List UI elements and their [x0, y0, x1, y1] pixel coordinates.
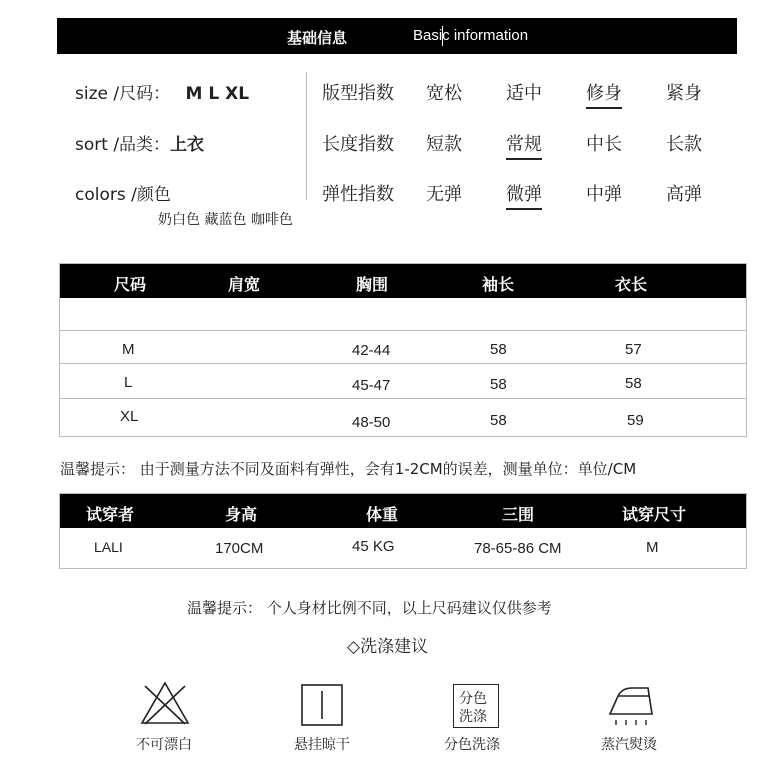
size-label: size /尺码：: [75, 84, 171, 104]
no-bleach-icon: [139, 680, 191, 726]
fit-option: 宽松: [426, 83, 462, 104]
fit-row-label: 弹性指数: [322, 184, 394, 205]
fit-option-selected: 常规: [506, 130, 542, 160]
icon-text: 分色: [459, 691, 487, 707]
fit-row-label: 版型指数: [322, 83, 394, 104]
fit-option: 适中: [506, 83, 542, 104]
cell-size: M: [122, 341, 135, 358]
fit-option: 短款: [426, 134, 462, 155]
cell-tried-size: M: [646, 539, 659, 556]
cell-chest: 48-50: [352, 414, 391, 431]
fit-option: 无弹: [426, 184, 462, 205]
colors-value: 奶白色 藏蓝色 咖啡色: [158, 212, 293, 228]
table-row: [60, 363, 746, 399]
sort-info: [75, 130, 204, 155]
cell-length: 58: [625, 375, 642, 392]
size-info: [75, 79, 249, 104]
section-header: [57, 18, 737, 54]
size-table-header: [60, 264, 746, 298]
fit-option: 高弹: [666, 184, 702, 205]
col-shoulder: 肩宽: [228, 275, 261, 294]
model-row: [60, 529, 746, 567]
separate-wash-icon: [453, 684, 499, 728]
cell-size: XL: [120, 408, 139, 425]
col-height: 身高: [225, 505, 258, 524]
sort-value: 上衣: [170, 135, 205, 155]
colors-label: colors /颜色: [75, 185, 171, 205]
fit-option: 中长: [586, 134, 622, 155]
wash-title: ◇洗涤建议: [347, 637, 429, 657]
model-table-header: [60, 494, 746, 528]
header-title-en: Basic information: [413, 27, 529, 44]
icon-text: 洗涤: [459, 709, 487, 725]
size-table: [59, 263, 747, 437]
col-weight: 体重: [366, 505, 399, 524]
table-row: [60, 398, 746, 436]
fit-option-selected: 微弹: [506, 180, 542, 210]
cell-size: L: [124, 374, 133, 391]
col-sleeve: 袖长: [482, 275, 515, 294]
cell-sleeve: 58: [490, 341, 507, 358]
fit-option-selected: 修身: [586, 79, 622, 109]
fit-option: 紧身: [666, 83, 702, 104]
body-note: 温馨提示： 个人身材比例不同，以上尺码建议仅供参考: [187, 599, 552, 617]
fit-option: 长款: [666, 134, 702, 155]
care-label: 分色洗涤: [444, 737, 500, 753]
col-length: 衣长: [615, 275, 648, 294]
size-value: M L XL: [185, 84, 250, 104]
col-model: 试穿者: [86, 505, 135, 524]
fit-row-label: 长度指数: [322, 134, 394, 155]
sort-label: sort /品类：: [75, 135, 171, 155]
cell-height: 170CM: [215, 540, 264, 557]
model-table: [59, 493, 747, 569]
header-title-cn: 基础信息: [287, 29, 348, 47]
fit-option: 中弹: [586, 184, 622, 205]
col-chest: 胸围: [356, 275, 389, 294]
table-row: [60, 330, 746, 363]
cell-sleeve: 58: [490, 412, 507, 429]
cell-length: 59: [627, 412, 644, 429]
col-size: 尺码: [114, 275, 147, 294]
col-measurements: 三围: [502, 505, 535, 524]
care-label: 蒸汽熨烫: [601, 737, 657, 753]
measurement-note: 温馨提示： 由于测量方法不同及面料有弹性，会有1-2CM的误差，测量单位：单位/CM: [60, 460, 637, 478]
hang-dry-icon: [300, 683, 344, 727]
cell-chest: 42-44: [352, 342, 391, 359]
care-label: 不可漂白: [136, 737, 192, 753]
care-label: 悬挂晾干: [294, 737, 350, 753]
cell-model: LALI: [94, 539, 123, 555]
cell-chest: 45-47: [352, 377, 391, 394]
cell-sleeve: 58: [490, 376, 507, 393]
cell-weight: 45 KG: [352, 538, 395, 555]
cell-length: 57: [625, 341, 642, 358]
cell-measurements: 78-65-86 CM: [474, 540, 562, 557]
info-divider: [306, 72, 307, 200]
steam-iron-icon: [604, 682, 660, 728]
col-tried-size: 试穿尺寸: [622, 505, 687, 524]
